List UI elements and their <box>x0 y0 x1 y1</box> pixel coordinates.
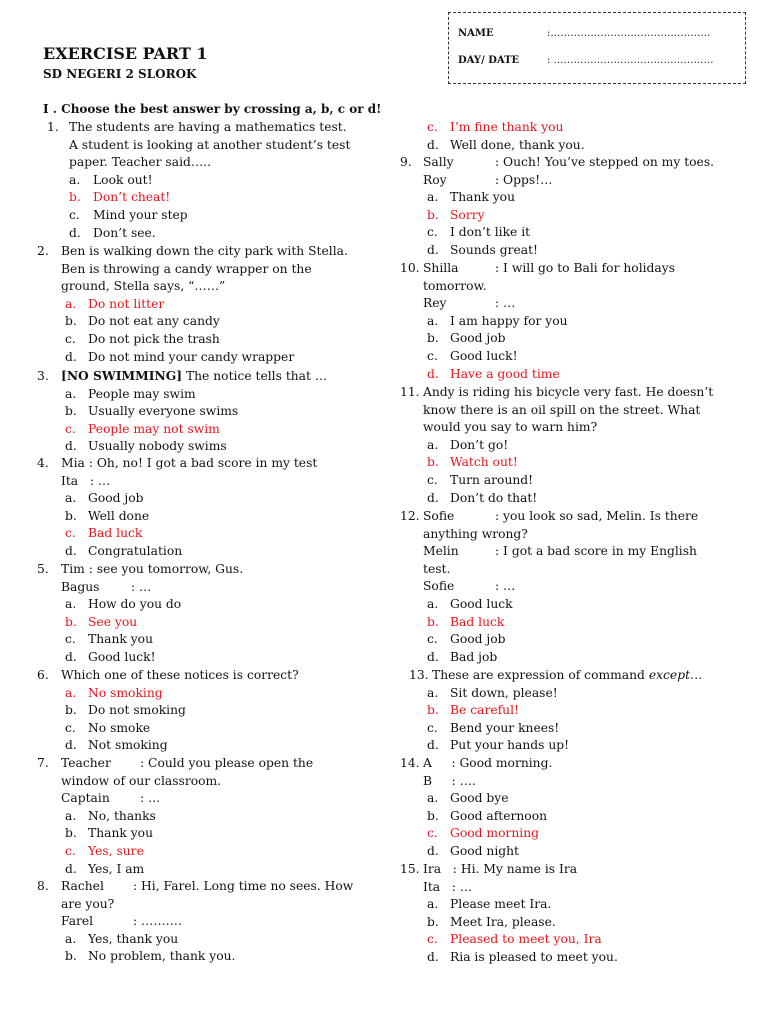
option[interactable]: a. Please meet Ira. <box>427 897 552 912</box>
option[interactable]: a. Thank you <box>427 190 516 205</box>
question-9: 9. Sally : Ouch! You’ve stepped on my toes. Roy : Opps!… a. Thank you b. Sorry c. I don’t like it d. Sounds great! <box>400 154 714 260</box>
option[interactable]: c. Do not pick the trash <box>65 331 220 346</box>
question-3: 3. [NO SWIMMING] The notice tells that … a. People may swim b. Usually everyone swims c. People may not swim d. Usually nobody swims <box>37 367 327 456</box>
option[interactable]: c. Thank you <box>65 632 154 647</box>
option[interactable]: c. Bend your knees! <box>427 720 560 735</box>
option[interactable]: b. Usually everyone swims <box>65 404 239 419</box>
option[interactable]: a. How do you do <box>65 597 182 612</box>
option-answer[interactable]: d. Have a good time <box>427 366 560 381</box>
question-8: 8. Rachel : Hi, Farel. Long time no sees. How are you? Farel : ………. a. Yes, thank you b. No problem, thank you. <box>37 878 353 966</box>
option[interactable]: b. Meet Ira, please. <box>427 914 556 929</box>
option[interactable]: a. Good bye <box>427 791 509 806</box>
option[interactable]: a. Don’t go! <box>427 437 509 452</box>
option[interactable]: d. Ria is pleased to meet you. <box>427 949 618 964</box>
question-1: 1. The students are having a mathematics test. A student is looking at another student’s test paper. Teacher said….. a. Look out! b. Don’t cheat! c. Mind your step d. Don’t see. <box>43 119 350 242</box>
date-label: DAY/ DATE <box>458 55 520 66</box>
option-answer[interactable]: b. Sorry <box>427 207 485 222</box>
option[interactable]: d. Not smoking <box>65 738 168 753</box>
option[interactable]: d. Congratulation <box>65 543 183 558</box>
option-answer[interactable]: c. Bad luck <box>65 526 143 541</box>
option[interactable]: c. No smoke <box>65 720 151 735</box>
question-10: 10. Shilla : I will go to Bali for holidays tomorrow. Rey : … a. I am happy for you b. Good job c. Good luck! d. Have a good time <box>400 260 675 383</box>
option[interactable]: d. Well done, thank you. <box>427 137 585 152</box>
question-5: 5. Tim : see you tomorrow, Gus. Bagus : … a. How do you do b. See you c. Thank you d. Good luck! <box>37 561 243 667</box>
option[interactable]: b. Good afternoon <box>427 808 548 823</box>
question-11: 11. Andy is riding his bicycle very fast. He doesn’t know there is an oil spill on the street. What would you say to warn him? a. Don’t go! b. Watch out! c. Turn around! d. Don’t do that! <box>400 384 713 507</box>
option[interactable]: d. Don’t see. <box>69 225 156 240</box>
question-2: 2. Ben is walking down the city park with Stella. Ben is throwing a candy wrapper on the ground, Stella says, “……” a. Do not litter b. Do not eat any candy c. Do not pick the trash d. Do not mind your candy wrapper <box>37 243 348 366</box>
option[interactable]: b. Good job <box>427 331 506 346</box>
option[interactable]: c. Turn around! <box>427 472 534 487</box>
option-answer[interactable]: b. Be careful! <box>427 703 519 718</box>
question-6: 6. Which one of these notices is correct? a. No smoking b. Do not smoking c. No smoke d. Not smoking <box>37 667 299 755</box>
option[interactable]: a. No, thanks <box>65 808 156 823</box>
option[interactable]: d. Good night <box>427 843 519 858</box>
option-answer[interactable]: c. Yes, sure <box>65 843 144 858</box>
option-answer[interactable]: c. Good morning <box>427 826 539 841</box>
option[interactable]: b. No problem, thank you. <box>65 949 236 964</box>
option[interactable]: a. Good job <box>65 491 144 506</box>
school-name: SD NEGERI 2 SLOROK <box>43 67 197 81</box>
option[interactable]: a. Look out! <box>69 172 153 187</box>
option[interactable]: d. Bad job <box>427 649 498 664</box>
question-13: 13. These are expression of command except… a. Sit down, please! b. Be careful! c. Bend your knees! d. Put your hands up! <box>400 667 702 755</box>
option-answer[interactable]: b. Bad luck <box>427 614 505 629</box>
option-answer[interactable]: c. People may not swim <box>65 421 220 436</box>
option[interactable]: a. Yes, thank you <box>65 931 179 946</box>
name-label: NAME <box>458 28 494 39</box>
option[interactable]: c. Mind your step <box>69 207 188 222</box>
option[interactable]: d. Good luck! <box>65 649 156 664</box>
option-answer[interactable]: a. No smoking <box>65 685 163 700</box>
name-field[interactable]: :………………………………………… <box>547 28 711 39</box>
option-answer[interactable]: c. I’m fine thank you <box>427 120 564 134</box>
option-answer[interactable]: b. See you <box>65 614 138 629</box>
option[interactable]: c. Good luck! <box>427 348 518 363</box>
instruction: I . Choose the best answer by crossing a, b, c or d! <box>43 102 382 116</box>
option-answer[interactable]: a. Do not litter <box>65 296 165 311</box>
question-14: 14. A : Good morning. B : …. a. Good bye b. Good afternoon c. Good morning d. Good night <box>400 755 552 861</box>
option-answer[interactable]: b. Don’t cheat! <box>69 190 171 205</box>
option[interactable]: d. Do not mind your candy wrapper <box>65 349 295 364</box>
option[interactable]: a. I am happy for you <box>427 313 568 328</box>
option[interactable]: b. Thank you <box>65 826 154 841</box>
option[interactable]: d. Don’t do that! <box>427 490 538 505</box>
option[interactable]: b. Do not smoking <box>65 703 186 718</box>
question-8-continued <box>423 119 585 154</box>
option[interactable]: b. Do not eat any candy <box>65 314 220 329</box>
option[interactable]: d. Yes, I am <box>65 861 145 876</box>
option[interactable]: a. Sit down, please! <box>427 685 558 700</box>
question-15: 15. Ira : Hi. My name is Ira Ita : … a. Please meet Ira. b. Meet Ira, please. c. Pleased to meet you, Ira d. Ria is pleased to meet you. <box>400 861 618 967</box>
option[interactable]: d. Sounds great! <box>427 242 538 257</box>
option[interactable]: d. Put your hands up! <box>427 738 570 753</box>
page-title: EXERCISE PART 1 <box>43 44 208 63</box>
student-info-box <box>448 12 746 84</box>
date-field[interactable]: : ………………………………………… <box>547 55 714 66</box>
option-answer[interactable]: b. Watch out! <box>427 455 518 470</box>
question-4: 4. Mia : Oh, no! I got a bad score in my test Ita : … a. Good job b. Well done c. Bad luck d. Congratulation <box>37 455 317 561</box>
option[interactable]: a. Good luck <box>427 596 513 611</box>
question-7: 7. Teacher : Could you please open the window of our classroom. Captain : … a. No, thanks b. Thank you c. Yes, sure d. Yes, I am <box>37 755 313 878</box>
question-12: 12. Sofie : you look so sad, Melin. Is there anything wrong? Melin : I got a bad score in my English test. Sofie : … a. Good luck b. Bad luck c. Good job d. Bad job <box>400 508 698 666</box>
option[interactable]: c. I don’t like it <box>427 225 531 240</box>
option[interactable]: d. Usually nobody swims <box>65 439 227 454</box>
option-answer[interactable]: c. Pleased to meet you, Ira <box>427 932 602 947</box>
option[interactable]: c. Good job <box>427 632 506 647</box>
option[interactable]: b. Well done <box>65 508 150 523</box>
option[interactable]: a. People may swim <box>65 386 196 401</box>
